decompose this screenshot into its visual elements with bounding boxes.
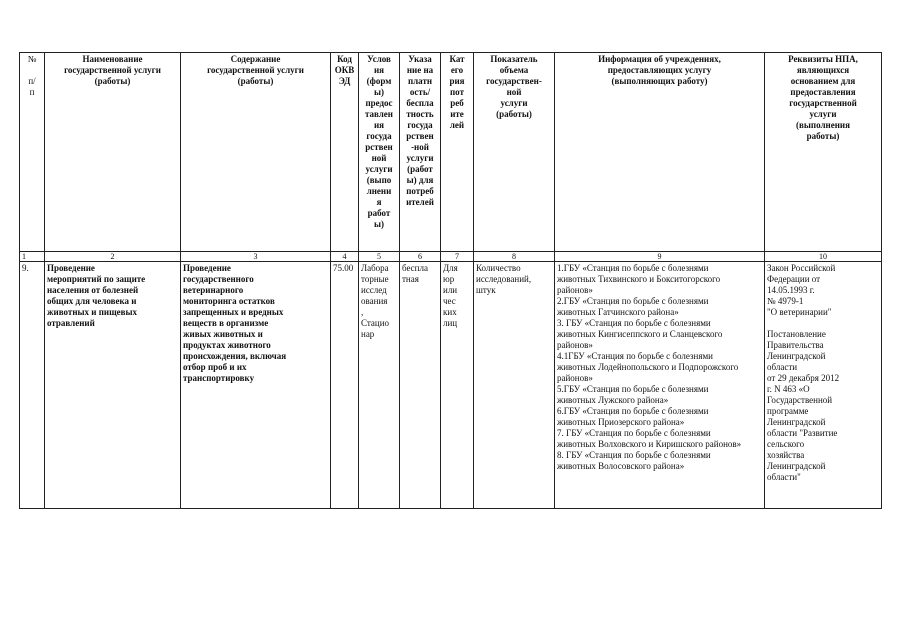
header-payment: Указа ние на платн ость/ беспла тность госуда рствен -ной услуги (работ ы) для потреб ителей [400, 53, 441, 252]
institution-item: 8. ГБУ «Станция по борьбе с болезнями животных Волосовского района» [557, 450, 711, 471]
institution-item: 5.ГБУ «Станция по борьбе с болезнями животных Лужского района» [557, 384, 709, 405]
row-number: 9. [20, 262, 45, 509]
institution-item: 1.ГБУ «Станция по борьбе с болезнями животных Тихвинского и Бокситогорского районов» [557, 263, 721, 295]
header-conditions: Услов ия (форм ы) предос тавлен ия госуда рствен ной услуги (выпо лнени я работ ы) [359, 53, 400, 252]
column-number: 1 [20, 252, 45, 262]
column-number: 5 [359, 252, 400, 262]
header-institutions: Информация об учреждениях, предоставляющих услугу (выполняющих работу) [555, 53, 765, 252]
header-number: № п/ п [20, 53, 45, 252]
header-okved-code: Код ОКВ ЭД [331, 53, 359, 252]
legal-act-law: Закон Российской Федерации от 14.05.1993 г. № 4979-1 "О ветеринарии" [767, 263, 836, 317]
service-name: Проведение мероприятий по защите населения от болезней общих для человека и животных и пищевых отравлений [45, 262, 181, 509]
institution-item: 7. ГБУ «Станция по борьбе с болезнями животных Волховского и Киришского районов» [557, 428, 742, 449]
header-service-name: Наименование государственной услуги (работы) [45, 53, 181, 252]
column-numbers-row [20, 252, 882, 262]
column-number: 2 [45, 252, 181, 262]
column-number: 6 [400, 252, 441, 262]
table-row [20, 262, 882, 509]
volume-indicator: Количество исследований, штук [474, 262, 555, 509]
service-content: Проведение государственного ветеринарного мониторинга остатков запрещенных и вредных веществ в организме живых животных и продуктах животного происхождения, включая отбор проб и их транспортировку [181, 262, 331, 509]
okved-code: 75.00 [331, 262, 359, 509]
column-number: 7 [441, 252, 474, 262]
column-number: 4 [331, 252, 359, 262]
institution-item: 2.ГБУ «Станция по борьбе с болезнями животных Гатчинского района» [557, 296, 709, 317]
institution-item: 6.ГБУ «Станция по борьбе с болезнями животных Приозерского района» [557, 406, 709, 427]
column-number: 10 [765, 252, 882, 262]
header-category: Кат его рия пот реб ите лей [441, 53, 474, 252]
header-volume-indicator: Показатель объема государствен- ной услуги (работы) [474, 53, 555, 252]
header-service-content: Содержание государственной услуги (работы) [181, 53, 331, 252]
services-table [19, 52, 882, 509]
payment-type: беспла тная [400, 262, 441, 509]
institutions-list [555, 262, 765, 509]
legal-acts [765, 262, 882, 509]
header-legal-acts: Реквизиты НПА, являющихся основанием для предоставления государственной услуги (выполнения работы) [765, 53, 882, 252]
consumer-category: Для юр или чес ких лиц [441, 262, 474, 509]
header-row [20, 53, 882, 252]
column-number: 8 [474, 252, 555, 262]
column-number: 9 [555, 252, 765, 262]
column-number: 3 [181, 252, 331, 262]
institution-item: 4.1ГБУ «Станция по борьбе с болезнями животных Лодейнопольского и Подпорожского районов» [557, 351, 739, 383]
service-conditions: Лабора торные исслед ования , Стацио нар [359, 262, 400, 509]
legal-act-resolution: Постановление Правительства Ленинградской области от 29 декабря 2012 г. N 463 «О Государственной программе Ленинградской области "Развитие сельского хозяйства Ленинградской области" [767, 329, 840, 482]
institution-item: 3. ГБУ «Станция по борьбе с болезнями животных Кингисеппского и Сланцевского районов» [557, 318, 723, 350]
